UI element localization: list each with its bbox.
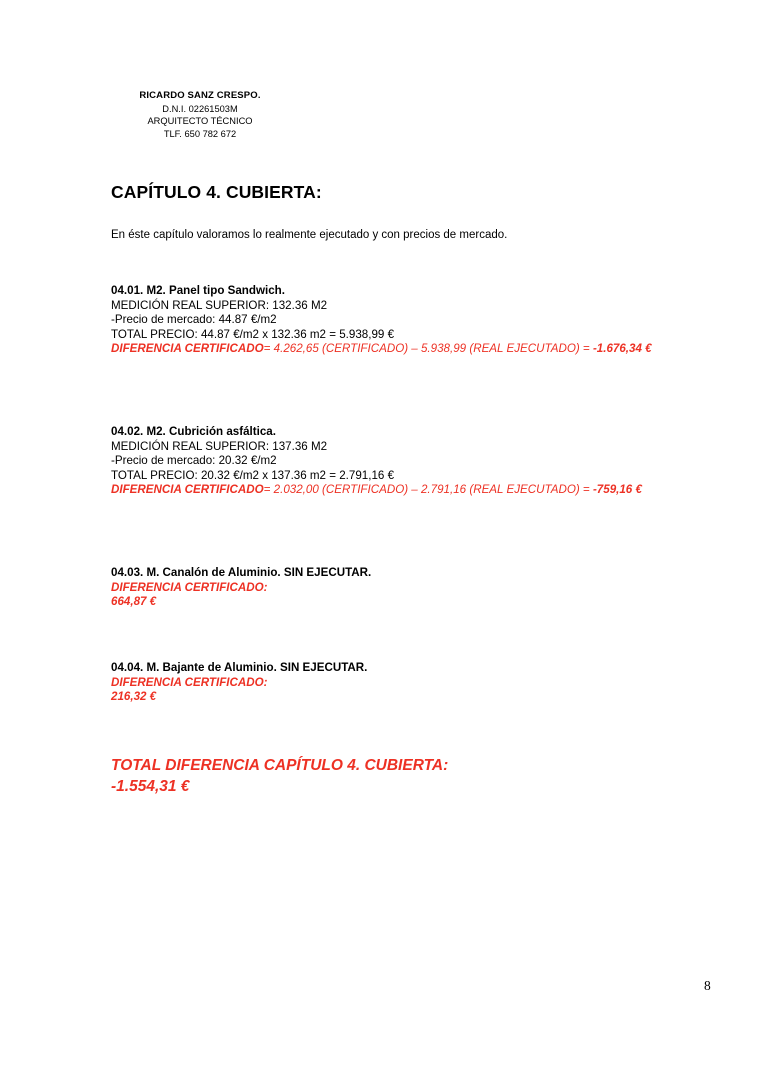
item-total-price: TOTAL PRECIO: 44.87 €/m2 x 132.36 m2 = 5.938,99 €: [111, 327, 395, 341]
page-title: CAPÍTULO 4. CUBIERTA:: [111, 182, 322, 202]
difference-detail: = 4.262,65 (CERTIFICADO) – 5.938,99 (REAL EJECUTADO) =: [263, 342, 590, 356]
item-total-price: TOTAL PRECIO: 20.32 €/m2 x 137.36 m2 = 2.791,16 €: [111, 468, 395, 482]
letterhead-dni: D.N.I. 02261503M: [162, 103, 238, 114]
item-block-04-04: [111, 661, 711, 705]
letterhead: [111, 90, 289, 140]
difference-label: DIFERENCIA CERTIFICADO: [111, 342, 264, 356]
item-difference: [111, 342, 703, 357]
item-market-price: -Precio de mercado: 44.87 €/m2: [111, 313, 277, 327]
item-market-price: -Precio de mercado: 20.32 €/m2: [111, 454, 277, 468]
item-block-04-03: [111, 566, 711, 610]
difference-value: -759,16 €: [592, 483, 642, 497]
item-heading: 04.01. M2. Panel tipo Sandwich.: [111, 284, 285, 297]
item-block-04-02: [111, 425, 711, 498]
letterhead-profession: ARQUITECTO TÉCNICO: [147, 116, 253, 127]
item-heading: 04.02. M2. Cubrición asfáltica.: [111, 425, 276, 438]
item-heading: 04.04. M. Bajante de Aluminio. SIN EJECUTAR.: [111, 661, 368, 674]
difference-label: DIFERENCIA CERTIFICADO:: [111, 675, 268, 689]
letterhead-phone: TLF. 650 782 672: [163, 128, 237, 139]
item-measurement: MEDICIÓN REAL SUPERIOR: 137.36 M2: [111, 439, 328, 453]
item-heading: 04.03. M. Canalón de Aluminio. SIN EJECUTAR.: [111, 566, 372, 579]
item-block-04-01: [111, 284, 711, 357]
difference-label: DIFERENCIA CERTIFICADO:: [111, 580, 268, 594]
item-difference: [111, 483, 703, 498]
item-measurement: MEDICIÓN REAL SUPERIOR: 132.36 M2: [111, 298, 328, 312]
grand-total-block: [111, 755, 448, 797]
chapter-intro: En éste capítulo valoramos lo realmente ejecutado y con precios de mercado.: [111, 229, 508, 241]
difference-label: DIFERENCIA CERTIFICADO: [111, 483, 264, 497]
difference-detail: = 2.032,00 (CERTIFICADO) – 2.791,16 (REAL EJECUTADO) =: [263, 483, 590, 497]
page-number: 8: [704, 978, 711, 993]
difference-value: -1.676,34 €: [592, 342, 652, 356]
grand-total-label: TOTAL DIFERENCIA CAPÍTULO 4. CUBIERTA:: [111, 757, 449, 774]
letterhead-name: RICARDO SANZ CRESPO.: [139, 90, 261, 101]
grand-total-value: -1.554,31 €: [111, 778, 190, 795]
difference-value: 216,32 €: [111, 690, 157, 704]
difference-value: 664,87 €: [111, 595, 157, 609]
